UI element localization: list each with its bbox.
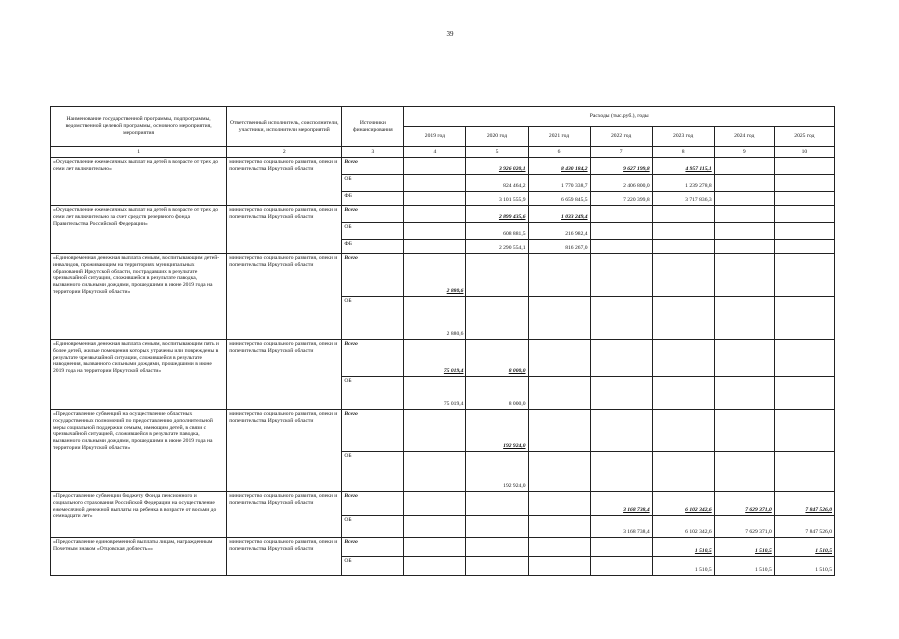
expense-value [714,175,774,192]
funding-source: Всего [342,538,404,557]
column-number: 7 [590,147,652,158]
expense-value: 7 629 371,0 [714,492,774,516]
expense-value [714,340,774,377]
table-row [51,538,835,557]
column-number: 1 [51,147,227,158]
expense-value [528,377,590,410]
expense-value: 7 847 526,0 [774,516,834,538]
activity-name: «Осуществление ежемесячных выплат на детей в возрасте от трех до семи лет включительно» [51,158,227,206]
expense-value [774,192,834,206]
activity-name: «Предоставление субвенции бюджету Фонда пенсионного и социального страхования Российской Федерации на осуществление ежемесячной денежной выплаты на ребенка в возрасте от восьми до семнадцати лет» [51,492,227,538]
expense-value [404,516,466,538]
expense-value [590,297,652,340]
expense-value: 8 000,0 [466,340,528,377]
expense-value: 6 102 342,6 [652,492,714,516]
expense-value [774,297,834,340]
expense-value: 8 430 184,2 [528,158,590,175]
expense-value [528,538,590,557]
expense-value: 75 019,4 [404,377,466,410]
expense-value: 1 770 338,7 [528,175,590,192]
funding-source: Всего [342,206,404,223]
expense-value: 3 926 020,1 [466,158,528,175]
activity-executor: министерство социального развития, опеки и попечительства Иркутской области [227,538,342,576]
expense-value [404,206,466,223]
header-year: 2022 год [590,127,652,147]
table-row [51,158,835,175]
expense-value [404,557,466,576]
expense-value [652,206,714,223]
column-number: 4 [404,147,466,158]
expense-value [528,452,590,492]
expense-value [528,492,590,516]
expense-value [714,297,774,340]
funding-source: Всего [342,492,404,516]
expense-value: 1 510,5 [652,538,714,557]
expense-value [774,254,834,297]
expense-value: 816 267,0 [528,240,590,254]
column-number: 3 [342,147,404,158]
expense-value: 6 659 845,5 [528,192,590,206]
activity-executor: министерство социального развития, опеки и попечительства Иркутской области [227,254,342,340]
expense-value [590,254,652,297]
column-number: 9 [714,147,774,158]
funding-source: Всего [342,254,404,297]
column-number: 6 [528,147,590,158]
expense-value [714,410,774,452]
expense-value: 2 406 800,0 [590,175,652,192]
header-sources: Источники финансирования [342,107,404,147]
expense-value [714,158,774,175]
expense-value [652,240,714,254]
expense-value [714,240,774,254]
activity-executor: министерство социального развития, опеки и попечительства Иркутской области [227,206,342,254]
table-row [51,340,835,377]
expense-value [774,223,834,240]
expense-value [466,297,528,340]
expense-value [714,206,774,223]
expense-value [528,516,590,538]
funding-source: ОБ [342,175,404,192]
expense-value [466,557,528,576]
expense-value [466,516,528,538]
activity-executor: министерство социального развития, опеки и попечительства Иркутской области [227,158,342,206]
expense-value [404,192,466,206]
expense-value: 3 168 738,4 [590,492,652,516]
expense-value: 192 924,0 [466,452,528,492]
expense-value: 7 847 526,0 [774,492,834,516]
activity-executor: министерство социального развития, опеки и попечительства Иркутской области [227,492,342,538]
expense-value [774,158,834,175]
column-number: 2 [227,147,342,158]
expense-value: 2 880,6 [404,297,466,340]
expense-value [652,297,714,340]
activity-name: «Предоставление единовременной выплаты лицам, награжденным Почетным знаком «Отцовская доблесть»» [51,538,227,576]
expense-value [590,538,652,557]
header-year: 2024 год [714,127,774,147]
page-number: 39 [446,30,454,38]
expense-value: 7 220 399,8 [590,192,652,206]
expense-value [714,223,774,240]
funding-source: ФБ [342,192,404,206]
header-year: 2021 год [528,127,590,147]
expense-value [590,557,652,576]
expense-value [590,452,652,492]
expense-value [404,240,466,254]
expense-value: 4 957 115,1 [652,158,714,175]
funding-source: ФБ [342,240,404,254]
expense-value [590,377,652,410]
expenses-table [50,106,835,576]
expense-value [774,452,834,492]
expense-value [774,206,834,223]
expense-value: 2 899 435,6 [466,206,528,223]
expense-value [714,452,774,492]
expense-value [528,254,590,297]
expense-value [714,377,774,410]
column-number: 10 [774,147,834,158]
expense-value: 1 510,5 [652,557,714,576]
column-number: 8 [652,147,714,158]
funding-source: ОБ [342,452,404,492]
expense-value: 216 982,4 [528,223,590,240]
expense-value [528,297,590,340]
activity-name: «Единовременная денежная выплата семьям, воспитывающим пять и более детей, жилые помещения которых утрачены или повреждены в результате чрезвычайной ситуации, сложившейся в результате наводнения, вызванного сильными дождями, прошедшими в июне 2019 года на территории Иркутской области» [51,340,227,410]
expense-value [404,452,466,492]
expense-value [652,254,714,297]
expense-value: 824 464,2 [466,175,528,192]
table-body [51,158,835,576]
expense-value: 1 510,5 [714,538,774,557]
expense-value [652,452,714,492]
header-year: 2019 год [404,127,466,147]
expense-value [652,340,714,377]
expense-value [404,410,466,452]
expense-value [652,410,714,452]
header-expenses: Расходы (тыс.руб.), годы [404,107,835,127]
expense-value [774,340,834,377]
funding-source: Всего [342,158,404,175]
funding-source: ОБ [342,377,404,410]
header-year: 2020 год [466,127,528,147]
expense-value: 1 239 278,8 [652,175,714,192]
expense-value [404,158,466,175]
expense-value [590,206,652,223]
expense-value: 192 924,0 [466,410,528,452]
expense-value: 3 717 836,3 [652,192,714,206]
expense-value [590,223,652,240]
activity-executor: министерство социального развития, опеки и попечительства Иркутской области [227,340,342,410]
funding-source: Всего [342,410,404,452]
expense-value: 1 033 249,4 [528,206,590,223]
expense-value [652,377,714,410]
expense-value [404,223,466,240]
activity-name: «Осуществление ежемесячных выплат на детей в возрасте от трех до семи лет включительно за счет средств резервного фонда Правительства Российской Федерации» [51,206,227,254]
expense-value [590,340,652,377]
expense-value: 1 510,5 [714,557,774,576]
funding-source: ОБ [342,297,404,340]
expense-value [466,254,528,297]
header-executor: Ответственный исполнитель, соисполнители, участники, исполнители мероприятий [227,107,342,147]
expense-value [774,410,834,452]
expense-value [404,492,466,516]
expense-value: 75 019,4 [404,340,466,377]
expense-value [774,377,834,410]
header-year: 2023 год [652,127,714,147]
expense-value: 6 102 342,6 [652,516,714,538]
funding-source: Всего [342,340,404,377]
funding-source: ОБ [342,223,404,240]
expense-value [404,538,466,557]
funding-source: ОБ [342,516,404,538]
expense-value: 3 168 738,4 [590,516,652,538]
expense-value [528,410,590,452]
expense-value: 608 881,5 [466,223,528,240]
table-row [51,254,835,297]
expense-value [466,538,528,557]
expense-value: 8 000,0 [466,377,528,410]
expense-value [590,240,652,254]
column-number: 5 [466,147,528,158]
header-year: 2025 год [774,127,834,147]
activity-executor: министерство социального развития, опеки и попечительства Иркутской области [227,410,342,492]
expense-value: 2 880,6 [404,254,466,297]
expense-value: 3 101 555,9 [466,192,528,206]
expense-value [774,175,834,192]
expense-value [590,410,652,452]
expense-value [774,240,834,254]
expense-value: 7 629 371,0 [714,516,774,538]
expense-value [528,557,590,576]
expense-value [714,254,774,297]
funding-source: ОБ [342,557,404,576]
expense-value [528,340,590,377]
expense-value: 9 627 199,8 [590,158,652,175]
expense-value: 1 510,5 [774,538,834,557]
expense-value [714,192,774,206]
activity-name: «Предоставление субвенций на осуществление областных государственных полномочий по предоставлению дополнительной меры социальной поддержки семьям, имеющим детей, в связи с чрезвычайной ситуацией, сложившейся в результате паводка, вызванного сильными дождями, прошедшими в июне 2019 года на территории Иркутской области» [51,410,227,492]
expense-value: 2 290 554,1 [466,240,528,254]
table-row [51,206,835,223]
expense-value [404,175,466,192]
expense-value: 1 510,5 [774,557,834,576]
header-name: Наименование государственной программы, подпрограммы, ведомственной целевой программы, основного мероприятия, мероприятия [51,107,227,147]
expense-value [652,223,714,240]
expense-value [466,492,528,516]
activity-name: «Единовременная денежная выплата семьям, воспитывающим детей-инвалидов, проживающим на территориях муниципальных образований Иркутской области, пострадавших в результате чрезвычайной ситуации, сложившейся в результате паводка, вызванного сильными дождями, прошедшими в июне 2019 года на территории Иркутской области» [51,254,227,340]
table-row [51,492,835,516]
table-row [51,410,835,452]
